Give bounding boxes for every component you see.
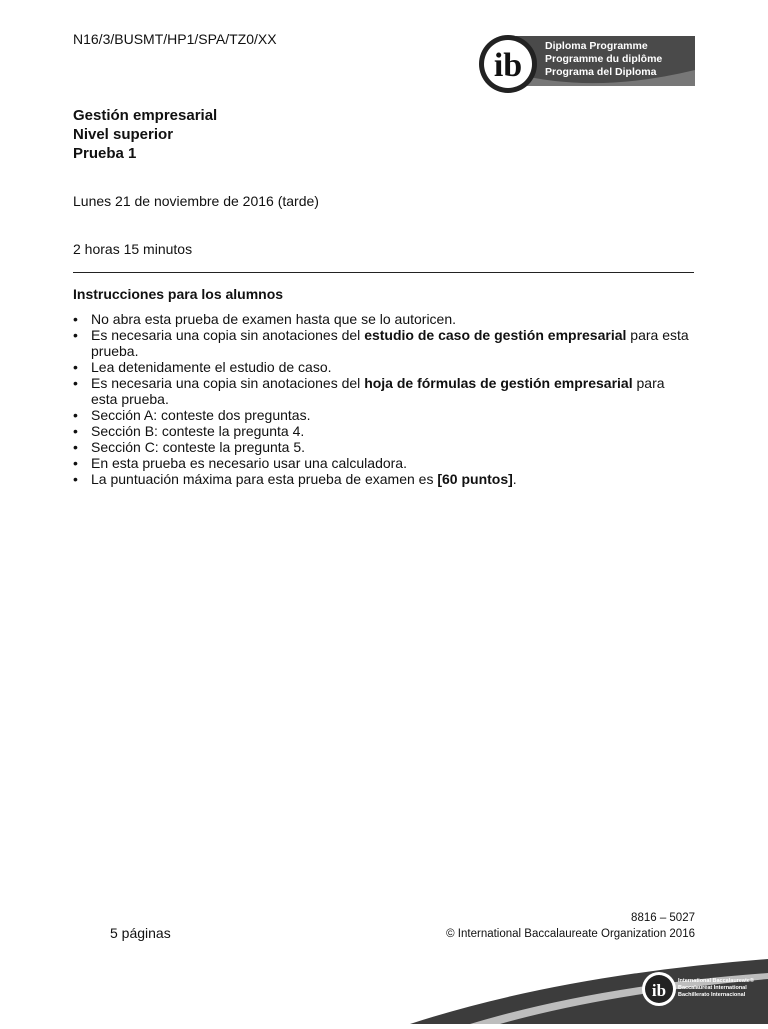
list-item: • Sección A: conteste dos preguntas. — [73, 407, 311, 423]
exam-date: Lunes 21 de noviembre de 2016 (tarde) — [73, 193, 319, 209]
list-item: • Lea detenidamente el estudio de caso. — [73, 359, 332, 375]
ib-logo-icon: ib — [493, 47, 523, 84]
list-item: • Sección B: conteste la pregunta 4. — [73, 423, 305, 439]
footer-ib-icon: ib — [651, 981, 667, 1000]
footer-meta — [446, 910, 695, 942]
paper-code: 8816 – 5027 — [631, 912, 695, 924]
subject-title: Gestión empresarial — [73, 107, 218, 124]
level-title: Nivel superior — [73, 126, 174, 143]
exam-title-block — [73, 106, 217, 163]
logo-line-2: Programme du diplôme — [545, 53, 663, 65]
list-item: • Sección C: conteste la pregunta 5. — [73, 439, 306, 455]
exam-duration: 2 horas 15 minutos — [73, 241, 193, 257]
list-item: • En esta prueba es necesario usar una calculadora. — [73, 455, 407, 471]
footer-logo-text: International Baccalaureate® Baccalauréat International Bachillerato Internacional — [678, 978, 754, 998]
list-item: • Es necesaria una copia sin anotaciones del hoja de fórmulas de gestión empresarial para esta prueba. — [73, 375, 665, 407]
paper-title: Prueba 1 — [73, 145, 137, 162]
instructions-heading: Instrucciones para los alumnos — [73, 286, 284, 302]
instructions-list — [73, 311, 694, 487]
page-count: 5 páginas — [110, 925, 171, 941]
logo-line-3: Programa del Diploma — [545, 66, 657, 78]
exam-code: N16/3/BUSMT/HP1/SPA/TZ0/XX — [73, 31, 277, 47]
footer-swoosh — [0, 955, 768, 1024]
divider — [73, 272, 694, 273]
list-item: • La puntuación máxima para esta prueba de examen es [60 puntos]. — [73, 471, 517, 487]
list-item: • No abra esta prueba de examen hasta que se lo autoricen. — [73, 311, 457, 327]
logo-line-1: Diploma Programme — [545, 40, 648, 52]
diploma-programme-logo — [476, 34, 696, 94]
list-item: • Es necesaria una copia sin anotaciones del estudio de caso de gestión empresarial para esta prueba. — [73, 327, 689, 359]
copyright: © International Baccalaureate Organization 2016 — [446, 928, 695, 940]
